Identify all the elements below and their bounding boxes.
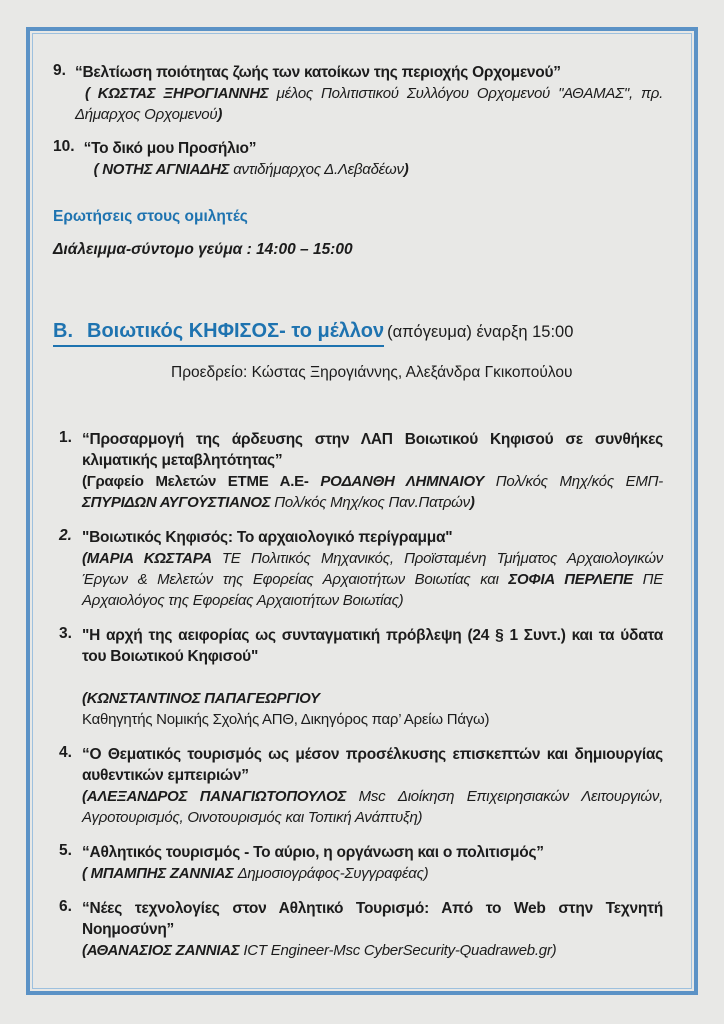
speaker-text-run: )	[217, 106, 223, 123]
program-item-2	[53, 527, 663, 611]
talk-title: “Ο Θεματικός τουρισμός ως μέσον προσέλκυσης επισκεπτών και δημιουργίας αυθεντικών εμπειριών”	[82, 746, 663, 784]
section-b-title	[53, 318, 384, 347]
program-item-9	[53, 62, 663, 125]
section-letter: Β.	[53, 320, 73, 342]
program-item-4	[53, 744, 663, 828]
speaker-text-run: Καθηγητής Νομικής Σχολής ΑΠΘ, Δικηγόρος παρ’ Αρείω Πάγω)	[82, 711, 490, 728]
talk-title: “Προσαρμογή της άρδευσης στην ΛΑΠ Βοιωτικού Κηφισού σε συνθήκες κλιματικής μεταβλητότητας”	[82, 431, 663, 469]
speaker-text-run: )	[403, 161, 409, 178]
speaker-text-run: Msc Διοίκηση Επιχειρησιακών Λειτουργιών, Αγροτουρισμός, Οινοτουρισμός και Τοπική Ανάπτυξη)	[82, 788, 663, 826]
speaker-text-run: αντιδήμαρχος Δ.Λεβαδέων	[233, 161, 404, 178]
speaker-text-run: ΠΕ Αρχαιολόγος της Εφορείας Αρχαιοτήτων Βοιωτίας)	[82, 571, 663, 609]
item-number: 10.	[53, 138, 75, 155]
item-number: 2.	[59, 527, 72, 544]
item-number: 6.	[59, 898, 72, 915]
section-title-text: Βοιωτικός ΚΗΦΙΣΟΣ- το μέλλον	[87, 320, 385, 342]
speaker-text-run: Πολ/κός Μηχ/κος Παν.Πατρών	[274, 494, 470, 511]
program-item-10	[53, 138, 663, 180]
speaker-text-run: ΣΠΥΡΙΔΩΝ ΑΥΓΟΥΣΤΙΑΝΟΣ	[82, 494, 275, 511]
talk-title: “Αθλητικός τουρισμός - Το αύριο, η οργάνωση και ο πολιτισμός”	[82, 844, 544, 861]
talk-speaker	[82, 863, 663, 884]
speaker-text-run: ΤΕ Πολιτικός Μηχανικός, Προϊσταμένη Τμήματος Αρχαιολογικών Έργων & Μελετών της Εφορείας Αρχαιοτήτων Βοιωτίας και	[82, 550, 663, 588]
talk-title: "Βοιωτικός Κηφισός: Το αρχαιολογικό περίγραμμα"	[82, 529, 453, 546]
talk-title: "Η αρχή της αειφορίας ως συνταγματική πρόβλεψη (24 § 1 Συντ.) και τα ύδατα του Βοιωτικού Κηφισού"	[82, 627, 663, 665]
program-item-1	[53, 429, 663, 513]
page-content	[33, 34, 691, 988]
item-number: 1.	[59, 429, 72, 446]
program-item-6	[53, 898, 663, 961]
talk-speaker	[82, 940, 663, 961]
speaker-text-run: (ΑΘΑΝΑΣΙΟΣ ΖΑΝΝΙΑΣ	[82, 942, 244, 959]
questions-to-speakers-label: Ερωτήσεις στους ομιλητές	[53, 208, 248, 225]
page-border-frame	[26, 27, 698, 995]
speaker-text-run: ICT Engineer-Msc CyberSecurity-Quadraweb.gr)	[243, 942, 557, 959]
afternoon-program-list	[53, 429, 663, 961]
program-item-5	[53, 842, 663, 884]
program-item-3	[53, 625, 663, 730]
talk-title: “Νέες τεχνολογίες στον Αθλητικό Τουρισμό: Από το Web στην Τεχνητή Νοημοσύνη”	[82, 900, 663, 938]
speaker-text-run: Πολ/κός Μηχ/κός ΕΜΠ-	[495, 473, 663, 490]
speaker-text-run: )	[469, 494, 475, 511]
talk-title: “Βελτίωση ποιότητας ζωής των κατοίκων της περιοχής Ορχομενού”	[74, 64, 561, 81]
speaker-text-run: μέλος Πολιτιστικού Συλλόγου Ορχομενού "ΑΘΑΜΑΣ", πρ. Δήμαρχος Ορχομενού	[74, 85, 663, 123]
item-number: 5.	[59, 842, 72, 859]
talk-speaker	[84, 159, 663, 180]
section-b-heading	[53, 318, 663, 347]
speaker-text-run: (	[82, 550, 87, 567]
speaker-text-run: ( ΝΟΤΗΣ ΑΓΝΙΑΔΗΣ	[93, 161, 234, 178]
speaker-text-run: ΡΟΔΑΝΘΗ ΛΗΜΝΑΙΟΥ	[320, 473, 496, 490]
speaker-text-run: ( ΜΠΑΜΠΗΣ ΖΑΝΝΙΑΣ	[82, 865, 238, 882]
talk-speaker	[75, 83, 663, 125]
talk-speaker	[82, 786, 663, 828]
section-time-suffix: (απόγευμα) έναρξη 15:00	[387, 323, 574, 341]
talk-speaker	[82, 548, 663, 611]
item-number: 4.	[59, 744, 72, 761]
speaker-text-run: (Γραφείο Μελετών ΕΤΜΕ Α.Ε-	[82, 473, 321, 490]
talk-speaker	[82, 688, 663, 730]
talk-speaker	[82, 471, 663, 513]
speaker-text-run: ΣΟΦΙΑ ΠΕΡΛΕΠΕ	[508, 571, 643, 588]
speaker-text-run: (ΚΩΝΣΤΑΝΤΙΝΟΣ ΠΑΠΑΓΕΩΡΓΙΟΥ	[82, 690, 320, 707]
item-number: 3.	[59, 625, 72, 642]
speaker-text-run: Δημοσιογράφος-Συγγραφέας)	[237, 865, 429, 882]
speaker-text-run: (ΑΛΕΞΑΝΔΡΟΣ ΠΑΝΑΓΙΩΤΟΠΟΥΛΟΣ	[82, 788, 359, 805]
session-chairs: Προεδρείο: Κώστας Ξηρογιάννης, Αλεξάνδρα Γκικοπούλου	[171, 364, 573, 381]
talk-title: “Το δικό μου Προσήλιο”	[83, 140, 257, 157]
speaker-text-run: ( ΚΩΣΤΑΣ ΞΗΡΟΓΙΑΝΝΗΣ	[84, 85, 277, 102]
speaker-text-run: ΜΑΡΙΑ ΚΩΣΤΑΡΑ	[86, 550, 222, 567]
item-number: 9.	[53, 62, 66, 79]
break-lunch-label: Διάλειμμα-σύντομο γεύμα : 14:00 – 15:00	[53, 241, 353, 258]
